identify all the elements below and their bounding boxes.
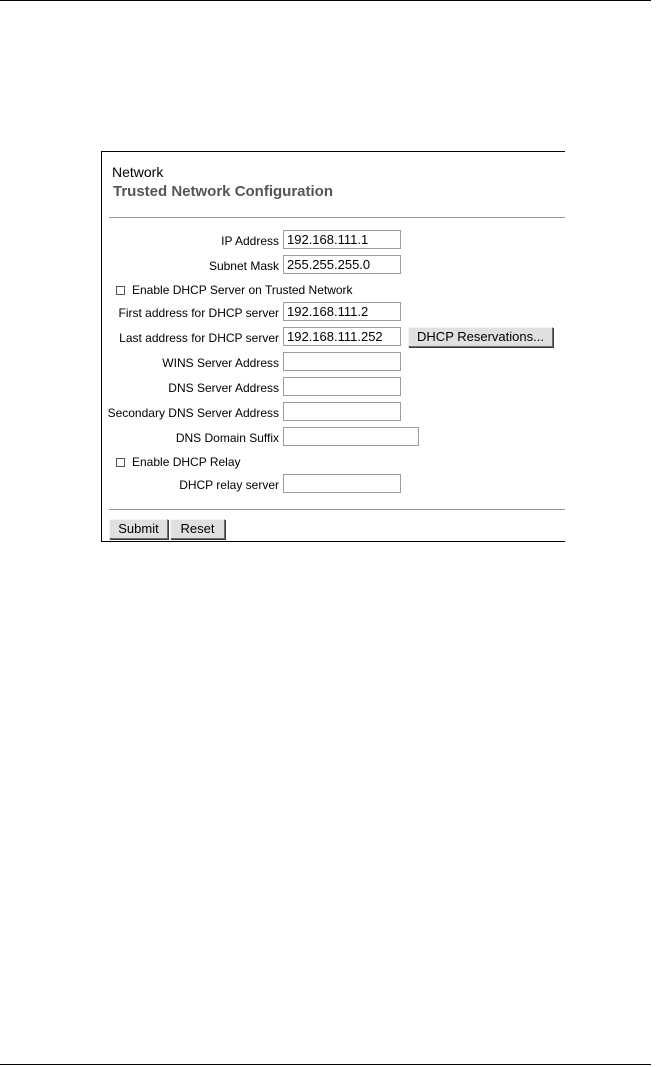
secondary-dns-label: Secondary DNS Server Address [107,406,279,420]
dns-suffix-input[interactable] [283,427,419,446]
dhcp-relay-server-label: DHCP relay server [179,478,279,492]
enable-dhcp-server-row[interactable] [116,283,353,297]
enable-dhcp-server-checkbox[interactable] [116,286,125,295]
enable-dhcp-server-label: Enable DHCP Server on Trusted Network [132,283,353,297]
network-config-panel [101,151,565,542]
page-subtitle: Trusted Network Configuration [113,183,334,200]
enable-dhcp-relay-row[interactable] [116,455,241,469]
dns-server-input[interactable] [283,377,401,396]
subnet-mask-input[interactable] [283,255,401,274]
page-top-rule [0,0,651,1]
first-dhcp-address-label: First address for DHCP server [118,306,279,320]
page-bottom-rule [0,1064,651,1065]
ip-address-label: IP Address [221,234,279,248]
subnet-mask-label: Subnet Mask [208,259,279,273]
header-divider [109,217,565,218]
page-title: Network [112,164,164,180]
secondary-dns-input[interactable] [283,402,401,421]
footer-divider [109,509,565,510]
last-dhcp-address-label: Last address for DHCP server [119,331,279,345]
wins-server-label: WINS Server Address [162,356,279,370]
wins-server-input[interactable] [283,352,401,371]
dhcp-relay-server-input[interactable] [283,474,401,493]
enable-dhcp-relay-label: Enable DHCP Relay [132,455,241,469]
first-dhcp-address-input[interactable] [283,302,401,321]
ip-address-input[interactable] [283,230,401,249]
dns-suffix-label: DNS Domain Suffix [175,431,279,445]
reset-button[interactable]: Reset [170,519,225,539]
last-dhcp-address-input[interactable] [283,327,401,346]
dns-server-label: DNS Server Address [168,381,279,395]
dhcp-reservations-button[interactable]: DHCP Reservations... [408,327,553,347]
enable-dhcp-relay-checkbox[interactable] [116,458,125,467]
submit-button[interactable]: Submit [109,519,168,539]
